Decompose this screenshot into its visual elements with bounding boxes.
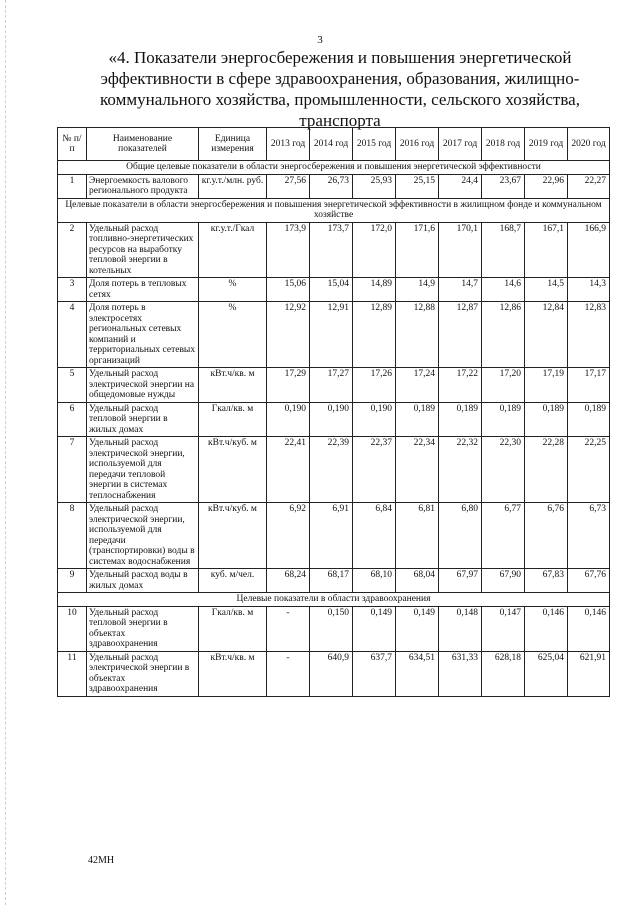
- row-number: 3: [58, 278, 87, 302]
- indicator-name: Удельный расход электрической энергии, используемой для передачи тепловой энергии в системах теплоснабжения: [87, 437, 199, 503]
- value-cell: 14,6: [482, 278, 525, 302]
- value-cell: 67,90: [482, 569, 525, 593]
- table-header-row: [58, 128, 610, 161]
- table-row: [58, 437, 610, 503]
- value-cell: 0,189: [568, 402, 610, 437]
- value-cell: 68,10: [353, 569, 396, 593]
- value-cell: -: [267, 606, 310, 651]
- unit-cell: кг.у.т./Гкал: [199, 222, 267, 278]
- column-header: Единица измерения: [199, 128, 267, 161]
- value-cell: 12,86: [482, 302, 525, 368]
- value-cell: 67,76: [568, 569, 610, 593]
- value-cell: 168,7: [482, 222, 525, 278]
- value-cell: 6,73: [568, 503, 610, 569]
- value-cell: 14,9: [396, 278, 439, 302]
- indicator-name: Доля потерь в тепловых сетях: [87, 278, 199, 302]
- value-cell: 637,7: [353, 651, 396, 696]
- value-cell: 170,1: [439, 222, 482, 278]
- value-cell: 22,34: [396, 437, 439, 503]
- footer-code: 42МН: [88, 855, 115, 866]
- value-cell: 17,17: [568, 368, 610, 403]
- value-cell: 22,39: [310, 437, 353, 503]
- row-number: 10: [58, 606, 87, 651]
- unit-cell: куб. м/чел.: [199, 569, 267, 593]
- value-cell: 0,190: [310, 402, 353, 437]
- row-number: 8: [58, 503, 87, 569]
- value-cell: 17,24: [396, 368, 439, 403]
- value-cell: 172,0: [353, 222, 396, 278]
- indicator-name: Удельный расход тепловой энергии в жилых домах: [87, 402, 199, 437]
- value-cell: 67,83: [525, 569, 568, 593]
- value-cell: 12,91: [310, 302, 353, 368]
- value-cell: 68,17: [310, 569, 353, 593]
- indicator-name: Удельный расход воды в жилых домах: [87, 569, 199, 593]
- value-cell: 17,26: [353, 368, 396, 403]
- column-header: 2019 год: [525, 128, 568, 161]
- page-number: 3: [317, 34, 323, 46]
- table-row: [58, 651, 610, 696]
- value-cell: 0,190: [353, 402, 396, 437]
- value-cell: 22,96: [525, 174, 568, 198]
- value-cell: 0,148: [439, 606, 482, 651]
- column-header: 2014 год: [310, 128, 353, 161]
- row-number: 2: [58, 222, 87, 278]
- section-heading: «4. Показатели энергосбережения и повышения энергетической эффективности в сфере здравоохранения, образования, жилищно-коммунального хозяйства, промышленности, сельского хозяйства, транспорта: [100, 48, 580, 130]
- value-cell: 22,32: [439, 437, 482, 503]
- value-cell: 17,27: [310, 368, 353, 403]
- value-cell: 0,150: [310, 606, 353, 651]
- column-header: 2017 год: [439, 128, 482, 161]
- value-cell: 0,190: [267, 402, 310, 437]
- value-cell: 22,30: [482, 437, 525, 503]
- unit-cell: кВт.ч/кв. м: [199, 368, 267, 403]
- value-cell: 22,37: [353, 437, 396, 503]
- indicator-name: Удельный расход электрической энергии в объектах здравоохранения: [87, 651, 199, 696]
- unit-cell: Гкал/кв. м: [199, 606, 267, 651]
- row-number: 6: [58, 402, 87, 437]
- value-cell: 22,27: [568, 174, 610, 198]
- value-cell: 14,5: [525, 278, 568, 302]
- table-row: [58, 302, 610, 368]
- value-cell: 640,9: [310, 651, 353, 696]
- table-row: [58, 278, 610, 302]
- value-cell: 22,28: [525, 437, 568, 503]
- value-cell: 631,33: [439, 651, 482, 696]
- value-cell: 27,56: [267, 174, 310, 198]
- value-cell: 14,3: [568, 278, 610, 302]
- table-row: [58, 174, 610, 198]
- value-cell: 24,4: [439, 174, 482, 198]
- unit-cell: кВт.ч/кв. м: [199, 651, 267, 696]
- value-cell: 0,189: [482, 402, 525, 437]
- value-cell: 25,15: [396, 174, 439, 198]
- indicator-name: Удельный расход топливно-энергетических ресурсов на выработку тепловой энергии в котельных: [87, 222, 199, 278]
- value-cell: 12,84: [525, 302, 568, 368]
- value-cell: 0,189: [396, 402, 439, 437]
- table-body: [58, 161, 610, 697]
- value-cell: 0,146: [525, 606, 568, 651]
- unit-cell: %: [199, 302, 267, 368]
- section-title: Общие целевые показатели в области энергосбережения и повышения энергетической эффективности: [58, 161, 610, 175]
- value-cell: 12,87: [439, 302, 482, 368]
- value-cell: 6,81: [396, 503, 439, 569]
- value-cell: 17,29: [267, 368, 310, 403]
- value-cell: 6,77: [482, 503, 525, 569]
- row-number: 1: [58, 174, 87, 198]
- value-cell: 6,80: [439, 503, 482, 569]
- section-row: [58, 198, 610, 222]
- table-header: [58, 128, 610, 161]
- column-header: 2016 год: [396, 128, 439, 161]
- value-cell: 0,149: [353, 606, 396, 651]
- value-cell: 0,146: [568, 606, 610, 651]
- value-cell: 23,67: [482, 174, 525, 198]
- indicators-table: [57, 127, 610, 697]
- unit-cell: кВт.ч/куб. м: [199, 437, 267, 503]
- value-cell: 173,7: [310, 222, 353, 278]
- value-cell: 0,149: [396, 606, 439, 651]
- unit-cell: Гкал/кв. м: [199, 402, 267, 437]
- table-row: [58, 503, 610, 569]
- value-cell: 0,147: [482, 606, 525, 651]
- value-cell: 14,7: [439, 278, 482, 302]
- row-number: 5: [58, 368, 87, 403]
- value-cell: 6,91: [310, 503, 353, 569]
- page-edge-line: [5, 0, 6, 905]
- value-cell: 12,92: [267, 302, 310, 368]
- value-cell: 17,19: [525, 368, 568, 403]
- table-row: [58, 569, 610, 593]
- table-row: [58, 402, 610, 437]
- value-cell: 166,9: [568, 222, 610, 278]
- value-cell: 634,51: [396, 651, 439, 696]
- section-row: [58, 593, 610, 607]
- row-number: 7: [58, 437, 87, 503]
- value-cell: 12,89: [353, 302, 396, 368]
- value-cell: 628,18: [482, 651, 525, 696]
- column-header: № п/п: [58, 128, 87, 161]
- indicator-name: Удельный расход тепловой энергии в объектах здравоохранения: [87, 606, 199, 651]
- value-cell: 6,76: [525, 503, 568, 569]
- value-cell: 173,9: [267, 222, 310, 278]
- row-number: 11: [58, 651, 87, 696]
- column-header: 2013 год: [267, 128, 310, 161]
- value-cell: 6,92: [267, 503, 310, 569]
- row-number: 9: [58, 569, 87, 593]
- table-row: [58, 222, 610, 278]
- unit-cell: %: [199, 278, 267, 302]
- value-cell: 22,41: [267, 437, 310, 503]
- section-row: [58, 161, 610, 175]
- section-title: Целевые показатели в области здравоохранения: [58, 593, 610, 607]
- value-cell: 15,04: [310, 278, 353, 302]
- value-cell: 68,24: [267, 569, 310, 593]
- value-cell: 14,89: [353, 278, 396, 302]
- value-cell: 12,83: [568, 302, 610, 368]
- column-header: 2018 год: [482, 128, 525, 161]
- value-cell: 17,22: [439, 368, 482, 403]
- value-cell: 167,1: [525, 222, 568, 278]
- value-cell: 26,73: [310, 174, 353, 198]
- value-cell: 68,04: [396, 569, 439, 593]
- unit-cell: кВт.ч/куб. м: [199, 503, 267, 569]
- row-number: 4: [58, 302, 87, 368]
- indicator-name: Удельный расход электрической энергии, используемой для передачи (транспортировки) воды в системах водоснабжения: [87, 503, 199, 569]
- table-row: [58, 606, 610, 651]
- column-header: 2015 год: [353, 128, 396, 161]
- value-cell: 25,93: [353, 174, 396, 198]
- value-cell: 0,189: [525, 402, 568, 437]
- value-cell: 625,04: [525, 651, 568, 696]
- value-cell: -: [267, 651, 310, 696]
- column-header: 2020 год: [568, 128, 610, 161]
- value-cell: 6,84: [353, 503, 396, 569]
- indicator-name: Доля потерь в электросетях региональных сетевых компаний и территориальных сетевых организаций: [87, 302, 199, 368]
- value-cell: 12,88: [396, 302, 439, 368]
- value-cell: 17,20: [482, 368, 525, 403]
- value-cell: 171,6: [396, 222, 439, 278]
- value-cell: 621,91: [568, 651, 610, 696]
- unit-cell: кг.у.т./млн. руб.: [199, 174, 267, 198]
- section-title: Целевые показатели в области энергосбережения и повышения энергетической эффективности в жилищном фонде и коммунальном хозяйстве: [58, 198, 610, 222]
- value-cell: 67,97: [439, 569, 482, 593]
- column-header: Наименование показателей: [87, 128, 199, 161]
- indicator-name: Энергоемкость валового регионального продукта: [87, 174, 199, 198]
- value-cell: 15,06: [267, 278, 310, 302]
- value-cell: 22,25: [568, 437, 610, 503]
- value-cell: 0,189: [439, 402, 482, 437]
- indicator-name: Удельный расход электрической энергии на общедомовые нужды: [87, 368, 199, 403]
- table-row: [58, 368, 610, 403]
